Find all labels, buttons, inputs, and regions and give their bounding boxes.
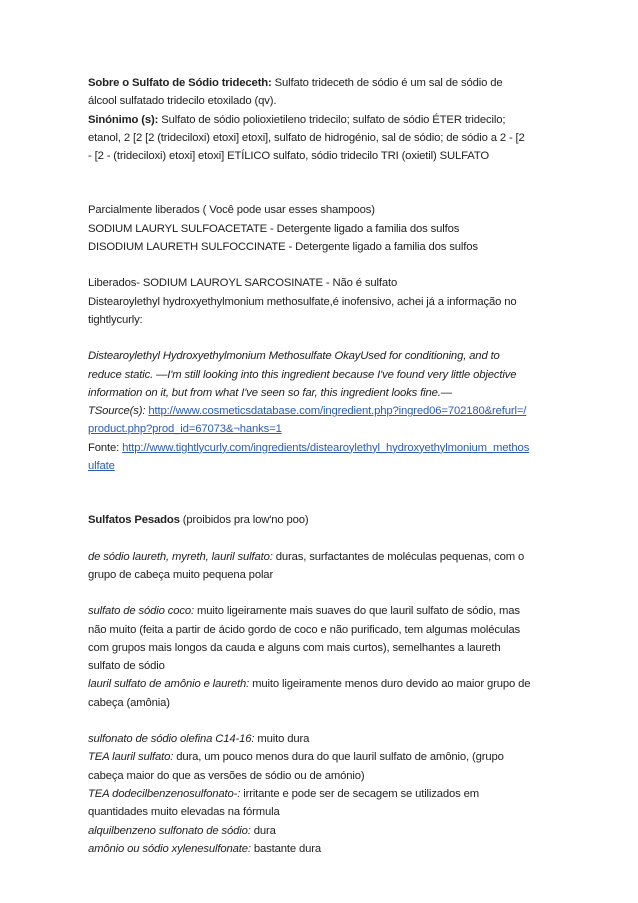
spacer	[88, 256, 550, 274]
spacer	[88, 530, 550, 548]
ingredient-name: TEA lauril sulfato:	[88, 751, 174, 764]
text-line: grupo de cabeça muito pequena polar	[88, 568, 274, 581]
synonym-label: Sinónimo (s):	[88, 113, 159, 126]
text-line: cabeça maior do que as versões de sódio ou de amónio)	[88, 769, 365, 782]
text-line: alquilbenzeno sulfonato de sódio: dura	[88, 824, 276, 837]
text-line	[88, 439, 550, 457]
spacer	[88, 329, 550, 347]
section-partially-allowed	[88, 201, 550, 256]
text-line: tightlycurly:	[88, 313, 143, 326]
spacer	[88, 165, 550, 201]
fonte-label: Fonte:	[88, 441, 123, 454]
text-line: - [2 - (trideciloxi) etoxi] etoxi] ETÍLICO sulfato, sódio tridecilo TRI (oxietil) SULFATO	[88, 150, 489, 163]
text-line: não muito (feita a partir de ácido gordo de coco e não purificado, tem algumas moléculas	[88, 623, 521, 636]
text-line: DISODIUM LAURETH SULFOCCINATE - Detergente ligado a familia dos sulfos	[88, 241, 478, 254]
ingredient-name: sulfonato de sódio olefina C14-16:	[88, 733, 255, 746]
text-line: Parcialmente liberados ( Você pode usar esses shampoos)	[88, 204, 375, 217]
section-allowed	[88, 274, 550, 329]
quote-line: reduce static. —I'm still looking into this ingredient because I've found very little objective	[88, 368, 517, 381]
text-line: álcool sulfatado tridecilo etoxilado (qv).	[88, 95, 277, 108]
ingredient-name: de sódio laureth, myreth, lauril sulfato:	[88, 550, 273, 563]
spacer	[88, 712, 550, 730]
text-line	[88, 420, 550, 438]
tightlycurly-link-cont[interactable]: ulfate	[88, 460, 115, 473]
section-heading: Sulfatos Pesados	[88, 514, 180, 527]
text-line: sulfonato de sódio olefina C14-16: muito dura	[88, 733, 310, 746]
spacer	[88, 584, 550, 602]
text-line: cabeça (amônia)	[88, 696, 170, 709]
spacer	[88, 475, 550, 511]
text-line: TEA lauril sulfato: dura, um pouco menos dura do que lauril sulfato de amônio, (grupo	[88, 751, 504, 764]
tsource-label: TSource(s):	[88, 405, 146, 418]
text-line: TEA dodecilbenzenosulfonato-: irritante e pode ser de secagem se utilizados em	[88, 787, 480, 800]
text-line	[88, 402, 550, 420]
ingredient-name: sulfato de sódio coco:	[88, 605, 194, 618]
text-line: Sulfatos Pesados (proibidos pra low'no poo)	[88, 514, 309, 527]
section-quote	[88, 347, 550, 475]
quote-line: Distearoylethyl Hydroxyethylmonium Methosulfate OkayUsed for conditioning, and to	[88, 350, 500, 363]
text-line: Sinónimo (s): Sulfato de sódio polioxietileno tridecilo; sulfato de sódio ÉTER tridecilo;	[88, 113, 506, 126]
ingredient-name: TEA dodecilbenzenosulfonato-:	[88, 787, 241, 800]
text-line: sulfato de sódio	[88, 660, 165, 673]
ingredient-name: lauril sulfato de amônio e laureth:	[88, 678, 250, 691]
section-heading: Sobre o Sulfato de Sódio trideceth:	[88, 77, 272, 89]
text-line: Liberados- SODIUM LAUROYL SARCOSINATE - Não é sulfato	[88, 277, 398, 290]
ingredient-name: amônio ou sódio xylenesulfonate:	[88, 842, 251, 855]
text-line: Sobre o Sulfato de Sódio trideceth: Sulfato trideceth de sódio é um sal de sódio de	[88, 77, 503, 89]
text-line: Distearoylethyl hydroxyethylmonium methosulfate,é inofensivo, achei já a informação no	[88, 295, 517, 308]
text-line: etanol, 2 [2 [2 (trideciloxi) etoxi] etoxi], sulfato de hidrogénio, sal de sódio; de sódio a 2 - [2	[88, 131, 525, 144]
ingredient-name: alquilbenzeno sulfonato de sódio:	[88, 824, 251, 837]
text-line	[88, 457, 550, 475]
text-line: de sódio laureth, myreth, lauril sulfato: duras, surfactantes de moléculas pequenas, com o	[88, 550, 525, 563]
quote-line: information on it, but from what I've seen so far, this ingredient looks fine.—	[88, 386, 452, 399]
text-line: amônio ou sódio xylenesulfonate: bastante dura	[88, 842, 322, 855]
section-heavy-sulfates	[88, 511, 550, 858]
text-line: sulfato de sódio coco: muito ligeiramente mais suaves do que lauril sulfato de sódio, mas	[88, 605, 520, 618]
text-line: SODIUM LAURYL SULFOACETATE - Detergente ligado a familia dos sulfos	[88, 222, 460, 235]
section-sodium-trideceth	[88, 74, 550, 165]
cosmeticsdatabase-link-cont[interactable]: product.php?prod_id=67073&¬hanks=1	[88, 423, 282, 436]
text-line: quantidades muito elevadas na fórmula	[88, 806, 280, 819]
cosmeticsdatabase-link[interactable]: http://www.cosmeticsdatabase.com/ingredient.php?ingred06=702180&refurl=/	[148, 405, 527, 418]
text-line: com grupos mais longos da cauda e alguns com mais curtos), semelhantes a laureth	[88, 641, 501, 654]
text-line: lauril sulfato de amônio e laureth: muito ligeiramente menos duro devido ao maior grupo de	[88, 678, 531, 691]
tightlycurly-link[interactable]: http://www.tightlycurly.com/ingredients/distearoylethyl_hydroxyethylmonium_methos	[122, 441, 530, 454]
